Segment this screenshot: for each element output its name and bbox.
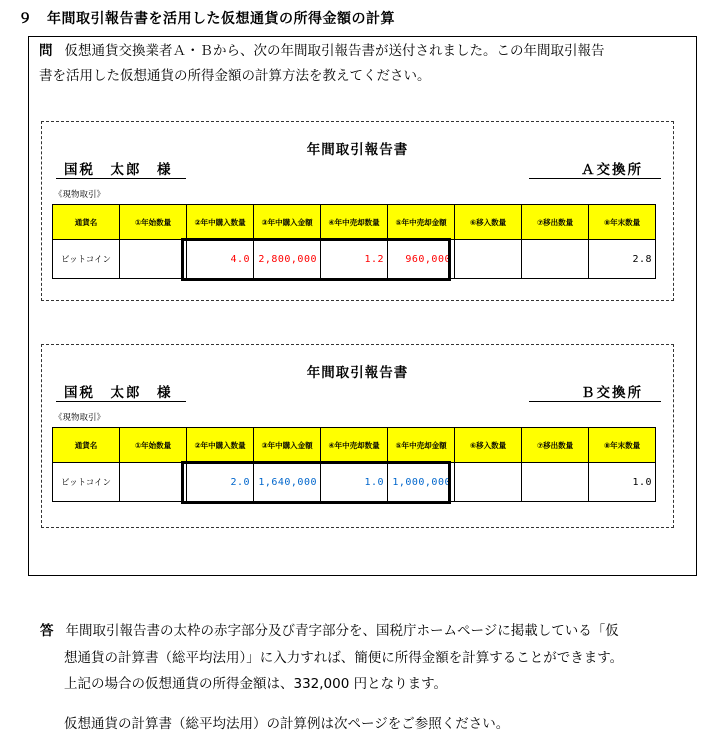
data-cell: 1,640,000 bbox=[254, 463, 321, 502]
data-cell bbox=[455, 463, 522, 502]
currency-name-cell: ビットコイン bbox=[53, 240, 120, 279]
answer-line-2: 想通貨の計算書（総平均法用）」に入力すれば、簡便に所得金額を計算することができます。 bbox=[64, 649, 624, 666]
currency-name-cell: ビットコイン bbox=[53, 463, 120, 502]
question-box bbox=[28, 36, 697, 576]
report-subtitle: 《現物取引》 bbox=[54, 190, 106, 200]
table-header-row bbox=[53, 205, 656, 240]
header-cell: ⑧年末数量 bbox=[589, 428, 656, 463]
exchange-name: Ｂ交換所 bbox=[529, 381, 661, 402]
header-cell: ①年始数量 bbox=[120, 428, 187, 463]
data-cell bbox=[455, 240, 522, 279]
question-line-2: 書を活用した仮想通貨の所得金額の計算方法を教えてください。 bbox=[39, 68, 431, 84]
header-cell: ③年中購入金額 bbox=[254, 428, 321, 463]
data-cell bbox=[120, 463, 187, 502]
data-cell: 1.0 bbox=[589, 463, 656, 502]
annual-report-b bbox=[41, 344, 674, 528]
data-cell: 1,000,000 bbox=[388, 463, 455, 502]
report-title: 年間取引報告書 bbox=[306, 365, 409, 381]
data-cell: 2.0 bbox=[187, 463, 254, 502]
header-cell: ⑦移出数量 bbox=[522, 428, 589, 463]
data-cell: 1.2 bbox=[321, 240, 388, 279]
table-header-row bbox=[53, 428, 656, 463]
question-mark: 問 bbox=[39, 43, 53, 59]
report-table bbox=[52, 427, 656, 502]
exchange-name: Ａ交換所 bbox=[529, 158, 661, 179]
header-cell: ①年始数量 bbox=[120, 205, 187, 240]
customer-name: 国税 太郎 様 bbox=[56, 381, 186, 402]
header-cell: ④年中売却数量 bbox=[321, 205, 388, 240]
data-cell bbox=[120, 240, 187, 279]
answer-text bbox=[40, 618, 690, 737]
answer-line-3: 上記の場合の仮想通貨の所得金額は、332,000 円となります。 bbox=[64, 676, 448, 692]
header-cell: ⑦移出数量 bbox=[522, 205, 589, 240]
section-heading: ９ 年間取引報告書を活用した仮想通貨の所得金額の計算 bbox=[18, 11, 395, 27]
header-cell: ②年中購入数量 bbox=[187, 205, 254, 240]
header-cell: ⑥移入数量 bbox=[455, 205, 522, 240]
spacer bbox=[40, 698, 690, 711]
data-cell: 2.8 bbox=[589, 240, 656, 279]
answer-mark: 答 bbox=[40, 623, 54, 639]
report-subtitle: 《現物取引》 bbox=[54, 413, 106, 423]
report-title: 年間取引報告書 bbox=[306, 142, 409, 158]
data-cell bbox=[522, 463, 589, 502]
header-cell: ⑤年中売却金額 bbox=[388, 428, 455, 463]
header-cell: ⑥移入数量 bbox=[455, 428, 522, 463]
data-cell: 4.0 bbox=[187, 240, 254, 279]
header-cell: 通貨名 bbox=[53, 205, 120, 240]
data-cell: 2,800,000 bbox=[254, 240, 321, 279]
header-cell: ④年中売却数量 bbox=[321, 428, 388, 463]
answer-line-4: 仮想通貨の計算書（総平均法用）の計算例は次ページをご参照ください。 bbox=[64, 715, 510, 732]
question-text bbox=[39, 39, 689, 89]
customer-name: 国税 太郎 様 bbox=[56, 158, 186, 179]
annual-report-a bbox=[41, 121, 674, 301]
header-cell: ⑧年末数量 bbox=[589, 205, 656, 240]
header-cell: ②年中購入数量 bbox=[187, 428, 254, 463]
answer-line-1: 年間取引報告書の太枠の赤字部分及び青字部分を、国税庁ホームページに掲載している「仮 bbox=[65, 623, 619, 639]
report-table bbox=[52, 204, 656, 279]
data-cell: 1.0 bbox=[321, 463, 388, 502]
data-cell bbox=[522, 240, 589, 279]
table-row bbox=[53, 463, 656, 502]
data-cell: 960,000 bbox=[388, 240, 455, 279]
header-cell: ③年中購入金額 bbox=[254, 205, 321, 240]
table-row bbox=[53, 240, 656, 279]
header-cell: ⑤年中売却金額 bbox=[388, 205, 455, 240]
question-line-1: 仮想通貨交換業者Ａ・Ｂから、次の年間取引報告書が送付されました。この年間取引報告 bbox=[64, 43, 605, 59]
header-cell: 通貨名 bbox=[53, 428, 120, 463]
